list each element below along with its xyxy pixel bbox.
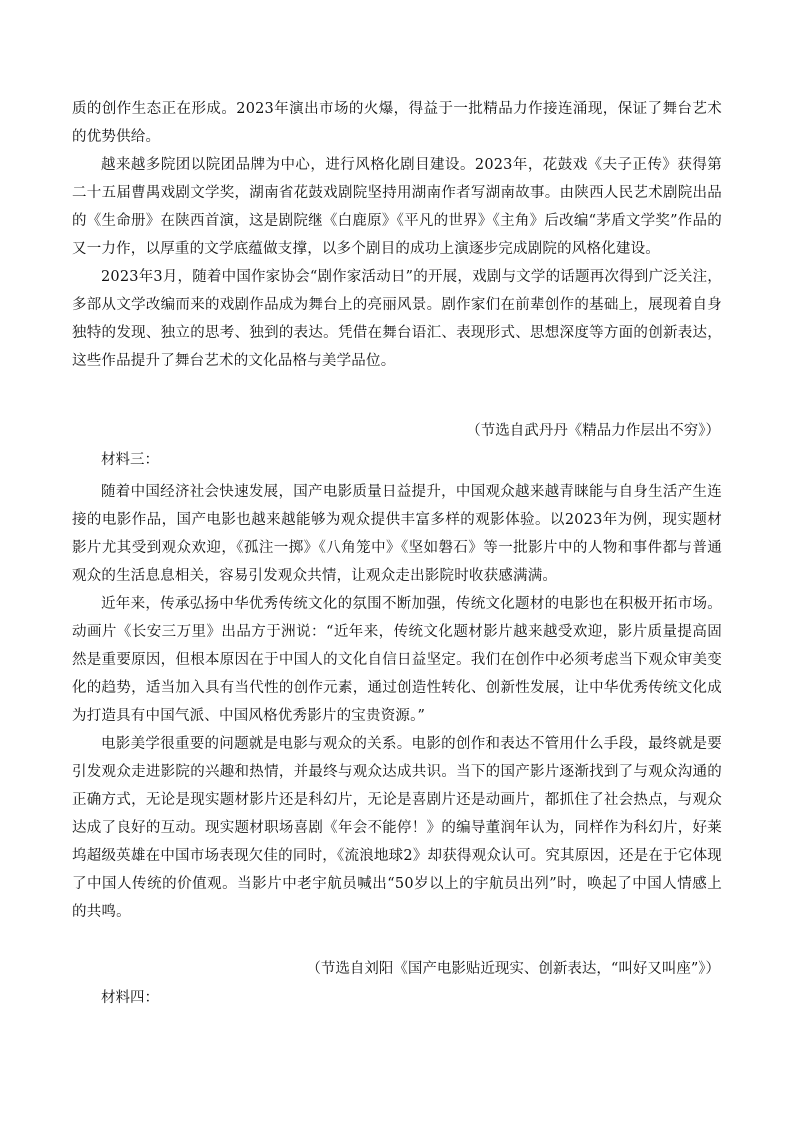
material-three bbox=[72, 478, 722, 926]
paragraph-film-aesthetics: 电影美学很重要的问题就是电影与观众的关系。电影的创作和表达不管用什么手段，最终就是要引发观众走进影院的兴趣和热情，并最终与观众达成共识。当下的国产影片逐渐找到了与观众沟通的正确方式，无论是现实题材影片还是科幻片，无论是喜剧片还是动画片，都抓住了社会热点，与观众达成了良好的互动。现实题材职场喜剧《年会不能停！》的编导董润年认为，同样作为科幻片，好莱坞超级英雄在中国市场表现欠佳的同时，《流浪地球2》却获得观众认可。究其原因，还是在于它体现了中国人传统的价值观。当影片中老宇航员喊出“50岁以上的宇航员出列”时，唤起了中国人情感上的共鸣。 bbox=[72, 736, 722, 920]
paragraph-troupe-brand: 越来越多院团以院团品牌为中心，进行风格化剧目建设。2023年，花鼓戏《夫子正传》获得第二十五届曹禺戏剧文学奖，湖南省花鼓戏剧院坚持用湖南作者写湖南故事。由陕西人民艺术剧院出品的《生命册》在陕西首演，这是剧院继《白鹿原》《平凡的世界》《主角》后改编“茅盾文学奖”作品的又一力作，以厚重的文学底蕴做支撑，以多个剧目的成功上演逐步完成剧院的风格化建设。 bbox=[72, 157, 722, 257]
source-citation-material-two: （节选自武丹丹《精品力作层出不穷》） bbox=[466, 423, 720, 439]
material-two-continued bbox=[72, 95, 722, 375]
material-four-heading: 材料四： bbox=[101, 990, 159, 1006]
paragraph-playwright-day: 2023年3月，随着中国作家协会“剧作家活动日”的开展，戏剧与文学的话题再次得到广泛关注，多部从文学改编而来的戏剧作品成为舞台上的亮丽风景。剧作家们在前辈创作的基础上，展现着自身独特的发现、独立的思考、独到的表达。凭借在舞台语汇、表现形式、思想深度等方面的创新表达，这些作品提升了舞台艺术的文化品格与美学品位。 bbox=[72, 269, 722, 369]
material-three-heading: 材料三： bbox=[101, 452, 159, 468]
paragraph-traditional-culture: 近年来，传承弘扬中华优秀传统文化的氛围不断加强，传统文化题材的电影也在积极开拓市场。动画片《长安三万里》出品方于洲说：“近年来，传统文化题材影片越来越受欢迎，影片质量提高固然是重要原因，但根本原因在于中国人的文化自信日益坚定。我们在创作中必须考虑当下观众审美变化的趋势，适当加入具有当代性的创作元素，通过创造性转化、创新性发展，让中华优秀传统文化成为打造具有中国气派、中国风格优秀影片的宝贵资源。” bbox=[72, 596, 722, 724]
paragraph-film-quality: 随着中国经济社会快速发展，国产电影质量日益提升，中国观众越来越青睐能与自身生活产生连接的电影作品，国产电影也越来越能够为观众提供丰富多样的观影体验。以2023年为例，现实题材影片尤其受到观众欢迎，《孤注一掷》《八角笼中》《坚如磐石》等一批影片中的人物和事件都与普通观众的生活息息相关，容易引发观众共情，让观众走出影院时收获感满满。 bbox=[72, 484, 722, 584]
source-citation-material-three: （节选自刘阳《国产电影贴近现实、创新表达，“叫好又叫座”》） bbox=[306, 961, 720, 977]
paragraph-stage-supply: 质的创作生态正在形成。2023年演出市场的火爆，得益于一批精品力作接连涌现，保证了舞台艺术的优势供给。 bbox=[72, 101, 722, 145]
